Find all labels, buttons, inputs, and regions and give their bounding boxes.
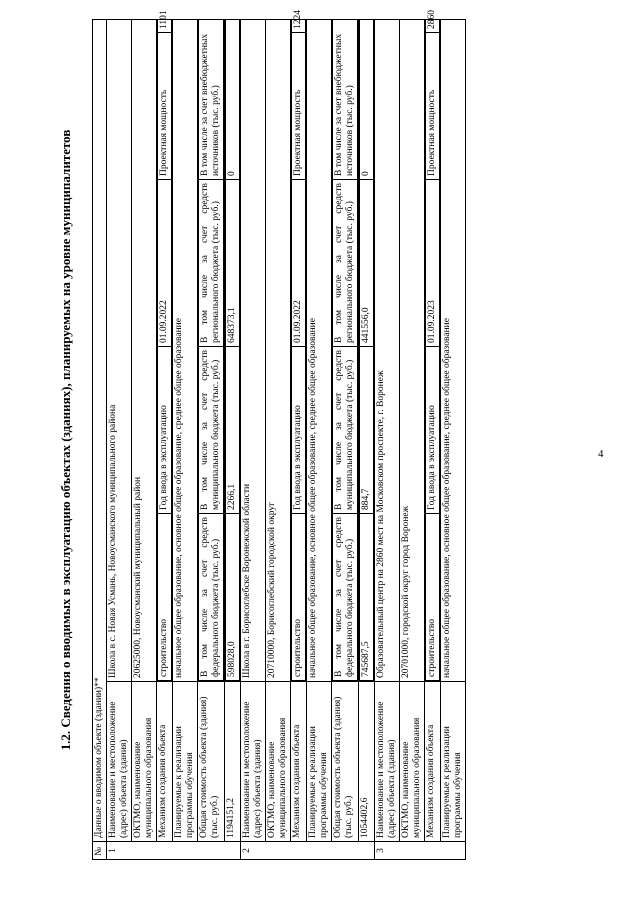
label-commissioning: Год ввода в эксплуатацию xyxy=(426,347,440,514)
rotated-page-content xyxy=(58,10,618,860)
object-3-oktmo-row xyxy=(400,20,425,860)
object-total: 1054402,6 xyxy=(359,682,375,842)
label-programs: Планируемые к реализации программы обучения xyxy=(441,682,466,842)
object-municipal: 2266,1 xyxy=(226,347,240,514)
object-number: 1 xyxy=(107,842,241,860)
object-extra: 0 xyxy=(360,20,374,180)
object-2-programs-row xyxy=(307,20,332,860)
object-year: 01.09.2022 xyxy=(158,180,172,347)
object-number: 2 xyxy=(241,842,375,860)
page-number: 4 xyxy=(598,448,604,460)
label-mechanism: Механизм создания объекта xyxy=(425,682,441,842)
column-header-object-data: Данные о вводимом объекте (здании)** xyxy=(93,20,107,842)
object-oktmo: 20625000, Новоусманский муниципальный район xyxy=(132,20,157,682)
label-extra: В том числе за счет внебюджетных источников (тыс. руб.) xyxy=(199,20,224,180)
label-commissioning: Год ввода в эксплуатацию xyxy=(158,347,172,514)
object-2-costs-header-row xyxy=(332,20,359,860)
object-mechanism: строительство xyxy=(426,514,440,681)
object-name: Школа в с. Новая Усмань, Новоусманского муниципального района xyxy=(107,20,132,682)
object-1-programs-row xyxy=(173,20,198,860)
label-municipal: В том числе за счет средств муниципального бюджета (тыс. руб.) xyxy=(333,347,358,514)
object-2-mechanism-row xyxy=(291,20,307,860)
object-name: Школа в г. Борисоглебске Воронежской области xyxy=(241,20,266,682)
object-year: 01.09.2022 xyxy=(292,180,306,347)
object-1-costs-values-row xyxy=(225,20,241,860)
object-programs: начальное общее образование, основное общее образование, среднее общее образование xyxy=(173,20,198,682)
object-municipal: 884,7 xyxy=(360,347,374,514)
object-capacity: 1101 xyxy=(158,20,172,33)
object-capacity: 1224 xyxy=(292,20,306,33)
label-regional: В том числе за счет средств регионального бюджета (тыс. руб.) xyxy=(199,180,224,347)
label-capacity: Проектная мощность xyxy=(158,33,172,180)
object-total: 1194151,2 xyxy=(225,682,241,842)
object-mechanism: строительство xyxy=(292,514,306,681)
label-capacity: Проектная мощность xyxy=(292,33,306,180)
label-total: Общая стоимость объекта (здания) (тыс. руб.) xyxy=(198,682,225,842)
object-oktmo: 20710000, Борисоглебский городской округ xyxy=(266,20,291,682)
section-heading: 1.2. Сведения о вводимых в эксплуатацию объектах (зданиях), планируемых на уровне муниципалитетов xyxy=(58,129,73,751)
object-mechanism: строительство xyxy=(158,514,172,681)
label-programs: Планируемые к реализации программы обучения xyxy=(173,682,198,842)
object-3-name-row xyxy=(375,20,400,860)
object-federal: 745687,5 xyxy=(360,514,374,681)
label-oktmo: ОКТМО, наименование муниципального образования xyxy=(266,682,291,842)
label-mechanism: Механизм создания объекта xyxy=(291,682,307,842)
object-2-name-row xyxy=(241,20,266,860)
label-name: Наименование и местоположение (адрес) объекта (здания) xyxy=(241,682,266,842)
label-federal: В том числе за счет средств федерального бюджета (тыс. руб.) xyxy=(199,514,224,681)
object-name: Образовательный центр на 2860 мест на Московском проспекте, г. Воронеж xyxy=(375,20,400,682)
object-programs: начальное общее образование, основное общее образование, среднее общее образование xyxy=(307,20,332,682)
object-1-mechanism-row xyxy=(157,20,173,860)
object-capacity: 2860 xyxy=(426,20,440,33)
object-number: 3 xyxy=(375,842,466,860)
label-federal: В том числе за счет средств федерального бюджета (тыс. руб.) xyxy=(333,514,358,681)
label-oktmo: ОКТМО, наименование муниципального образования xyxy=(400,682,425,842)
label-oktmo: ОКТМО, наименование муниципального образования xyxy=(132,682,157,842)
object-programs: начальное общее образование, основное общее образование, среднее общее образование xyxy=(441,20,466,682)
object-3-mechanism-row xyxy=(425,20,441,860)
object-1-costs-header-row xyxy=(198,20,225,860)
object-oktmo: 20701000, городской округ город Воронеж xyxy=(400,20,425,682)
object-2-costs-values-row xyxy=(359,20,375,860)
object-extra: 0 xyxy=(226,20,240,180)
object-regional: 648373,1 xyxy=(226,180,240,347)
label-programs: Планируемые к реализации программы обучения xyxy=(307,682,332,842)
object-year: 01.09.2023 xyxy=(426,180,440,347)
label-mechanism: Механизм создания объекта xyxy=(157,682,173,842)
label-name: Наименование и местоположение (адрес) объекта (здания) xyxy=(375,682,400,842)
object-3-programs-row xyxy=(441,20,466,860)
object-2-oktmo-row xyxy=(266,20,291,860)
label-total: Общая стоимость объекта (здания) (тыс. руб.) xyxy=(332,682,359,842)
object-federal: 598028,0 xyxy=(226,514,240,681)
column-header-number: № xyxy=(93,842,107,860)
label-capacity: Проектная мощность xyxy=(426,33,440,180)
label-extra: В том числе за счет внебюджетных источников (тыс. руб.) xyxy=(333,20,358,180)
label-name: Наименование и местоположение (адрес) объекта (здания) xyxy=(107,682,132,842)
object-1-oktmo-row xyxy=(132,20,157,860)
objects-table xyxy=(92,10,466,860)
label-municipal: В том числе за счет средств муниципального бюджета (тыс. руб.) xyxy=(199,347,224,514)
label-regional: В том числе за счет средств регионального бюджета (тыс. руб.) xyxy=(333,180,358,347)
object-regional: 441556,0 xyxy=(360,180,374,347)
object-1-name-row xyxy=(107,20,132,860)
label-commissioning: Год ввода в эксплуатацию xyxy=(292,347,306,514)
